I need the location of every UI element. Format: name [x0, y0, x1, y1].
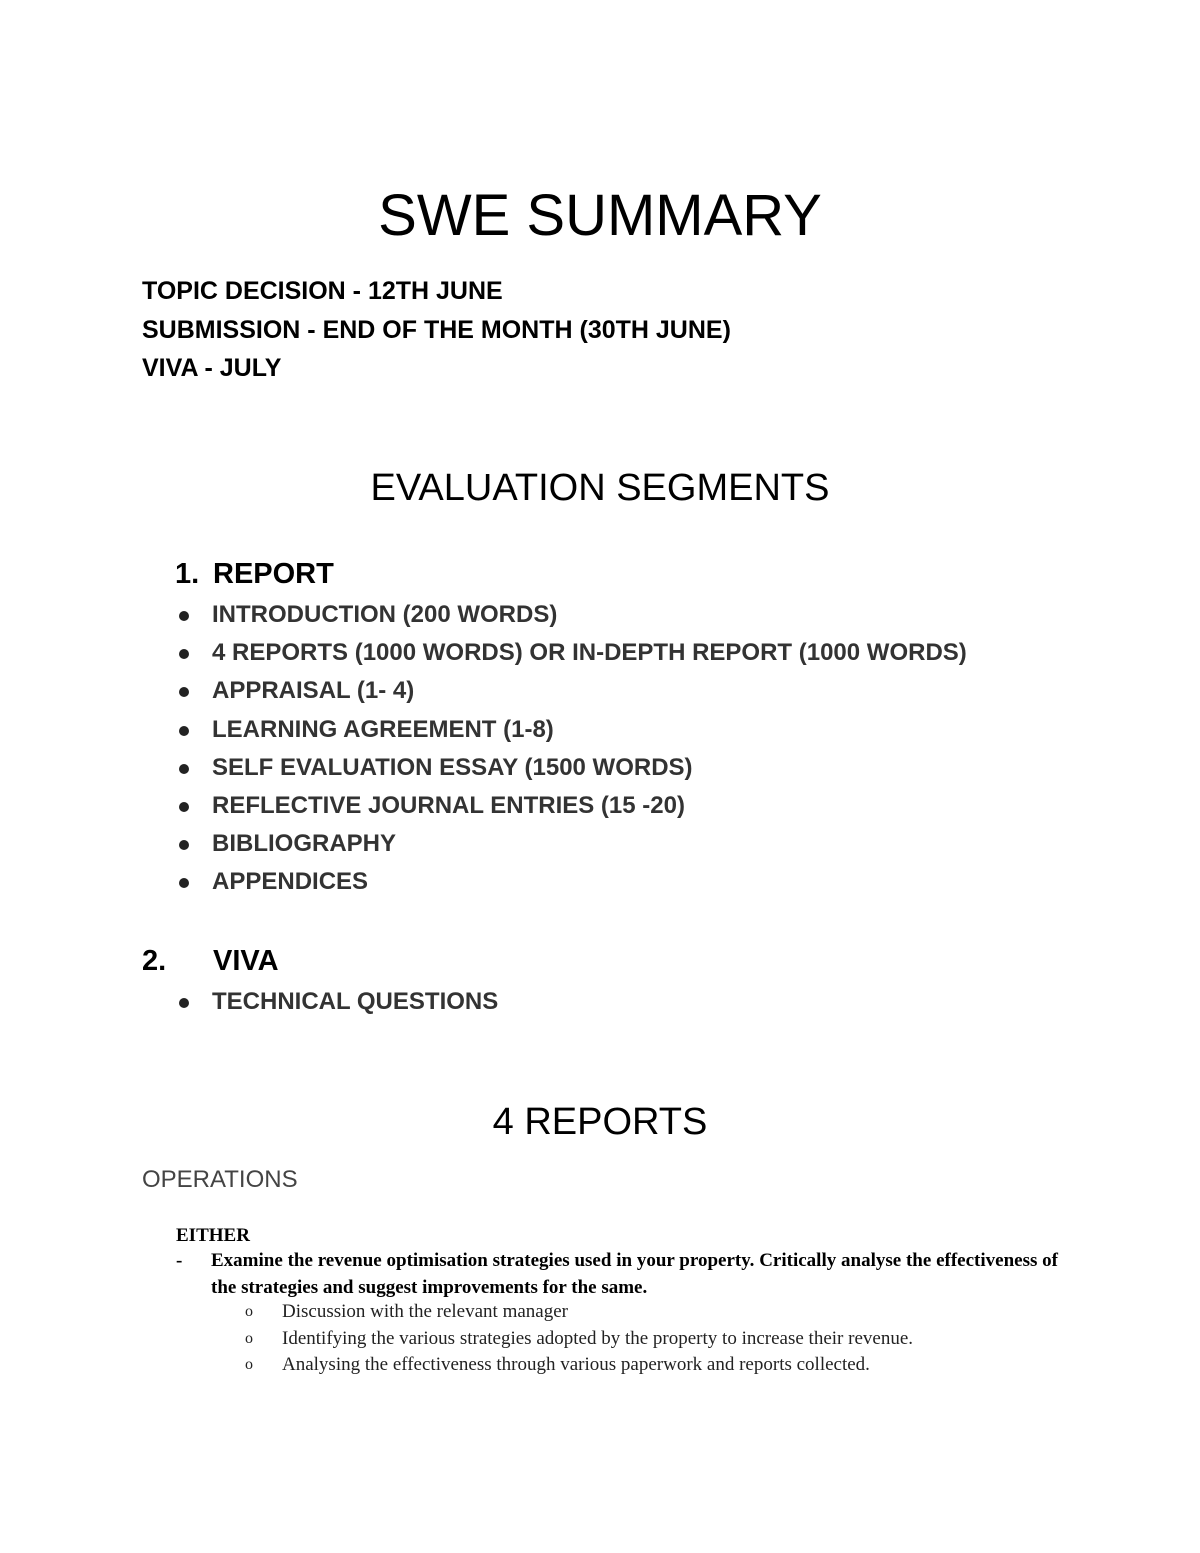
list-item: SELF EVALUATION ESSAY (1500 WORDS) — [176, 749, 976, 787]
four-reports-heading: 4 REPORTS — [492, 1101, 708, 1143]
date-submission: SUBMISSION - END OF THE MONTH (30TH JUNE) — [142, 315, 731, 344]
list-item: LEARNING AGREEMENT (1-8) — [176, 711, 976, 749]
bullet-icon — [179, 998, 189, 1008]
list-item: APPENDICES — [176, 863, 976, 901]
bullet-icon — [179, 802, 189, 812]
either-label: EITHER — [176, 1225, 250, 1246]
bullet-icon — [179, 687, 189, 697]
report-components-list — [176, 596, 976, 902]
bullet-icon — [179, 611, 189, 621]
bullet-icon — [179, 764, 189, 774]
bullet-icon — [179, 726, 189, 736]
list-item: o Analysing the effectiveness through various paperwork and reports collected. — [245, 1352, 913, 1379]
date-viva: VIVA - JULY — [142, 354, 282, 382]
list-item: o Discussion with the relevant manager — [245, 1299, 913, 1326]
date-topic-decision: TOPIC DECISION - 12TH JUNE — [142, 277, 503, 305]
section-number: 1. — [175, 558, 200, 590]
list-item: BIBLIOGRAPHY — [176, 825, 976, 863]
dash-marker: - — [176, 1250, 183, 1271]
key-dates-list — [142, 276, 731, 392]
section-title: VIVA — [213, 945, 279, 977]
list-item: 4 REPORTS (1000 WORDS) OR IN-DEPTH REPORT (1000 WORDS) — [176, 634, 976, 672]
bullet-icon — [179, 878, 189, 888]
report-task — [176, 1247, 1058, 1301]
section-viva-heading — [142, 944, 542, 978]
list-item: REFLECTIVE JOURNAL ENTRIES (15 -20) — [176, 787, 976, 825]
bullet-icon — [179, 840, 189, 850]
viva-components-list — [176, 983, 976, 1021]
sub-bullet-marker: o — [245, 1356, 253, 1373]
task-steps-list — [245, 1299, 913, 1379]
list-item: APPRAISAL (1- 4) — [176, 672, 976, 710]
evaluation-segments-heading: EVALUATION SEGMENTS — [370, 467, 830, 509]
section-number: 2. — [142, 945, 167, 977]
list-item: TECHNICAL QUESTIONS — [176, 983, 976, 1021]
bullet-icon — [179, 649, 189, 659]
operations-subheading: OPERATIONS — [142, 1166, 298, 1193]
sub-bullet-marker: o — [245, 1329, 253, 1347]
sub-bullet-marker: o — [245, 1303, 253, 1320]
list-item: o Identifying the various strategies adopted by the property to increase their revenue. — [245, 1326, 913, 1353]
section-report-heading — [175, 557, 575, 591]
section-title: REPORT — [213, 558, 334, 590]
list-item: INTRODUCTION (200 WORDS) — [176, 596, 976, 634]
report-task-text: Examine the revenue optimisation strategies used in your property. Critically analyse the effectiveness of the strategies and suggest improvements for the same. — [211, 1250, 1058, 1298]
document-title: SWE SUMMARY — [378, 183, 822, 248]
